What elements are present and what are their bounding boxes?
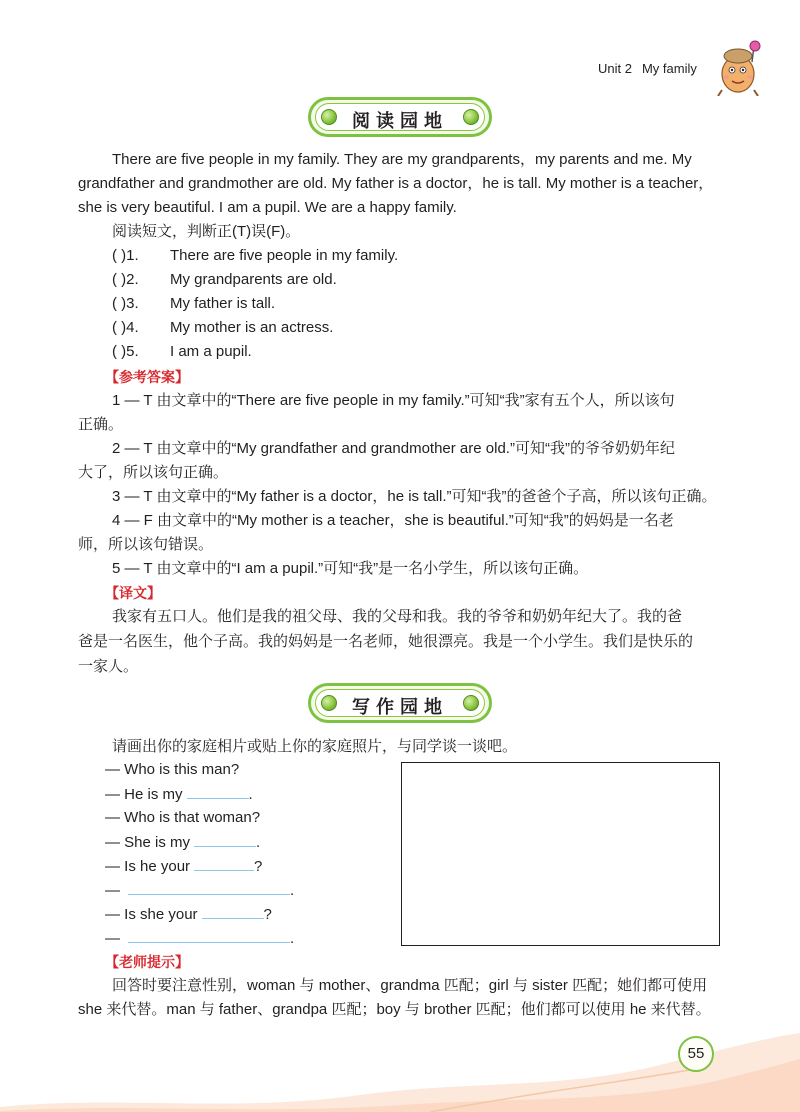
teacher-tips-line: she 来代替。man 与 father、grandpa 匹配；boy 与 brother 匹配；他们都可以使用 he 来代替。 — [78, 1001, 711, 1018]
reading-instruction: 阅读短文，判断正(T)误(F)。 — [112, 223, 301, 240]
passage-line: grandfather and grandmother are old. My father is a doctor，he is tall. My mother is a teacher， — [78, 175, 714, 192]
item-text: My father is tall. — [170, 295, 276, 312]
reading-section-title: 阅读园地 — [352, 111, 448, 132]
dialogue-line: — Is she your ? — [105, 906, 272, 923]
dialogue-line: — She is my . — [105, 834, 261, 851]
passage-line: There are five people in my family. They are my grandparents，my parents and me. My — [112, 151, 692, 168]
dialogue-line: — . — [105, 930, 295, 947]
answer-blank[interactable] — [128, 880, 290, 895]
teacher-tips-label: 【老师提示】 — [105, 954, 189, 970]
item-number: ( )1. — [112, 247, 139, 264]
true-false-item — [112, 318, 333, 338]
translation-line: 我家有五口人。他们是我的祖父母、我的父母和我。我的爷爷和奶奶年纪大了。我的爸 — [112, 607, 683, 625]
answer-line: 大了，所以该句正确。 — [78, 464, 229, 481]
dialogue-line: — Who is that woman? — [105, 809, 261, 826]
footer-wave-decoration — [0, 1025, 800, 1112]
answer-blank[interactable] — [194, 832, 256, 847]
true-false-item — [112, 270, 337, 290]
header-unit-title: My family — [641, 61, 697, 76]
answer-line: 师，所以该句错误。 — [78, 536, 214, 553]
answer-blank[interactable] — [187, 784, 249, 799]
dialogue-line: — Is he your ? — [105, 858, 263, 875]
item-number: ( )2. — [112, 271, 139, 288]
writing-section-banner — [308, 683, 492, 723]
answer-blank[interactable] — [194, 856, 254, 871]
true-false-item — [112, 246, 398, 266]
item-number: ( )5. — [112, 343, 139, 360]
family-photo-frame[interactable] — [401, 762, 720, 946]
answer-line: 4 — F 由文章中的“My mother is a teacher，she is beautiful.”可知“我”的妈妈是一名老 — [112, 512, 674, 529]
item-text: I am a pupil. — [170, 343, 252, 360]
header-unit-number: Unit 2 — [598, 61, 632, 76]
passage-line: she is very beautiful. I am a pupil. We are a happy family. — [78, 199, 457, 216]
page-number: 55 — [687, 1045, 705, 1062]
dialogue-line: — He is my . — [105, 786, 253, 803]
answer-line: 正确。 — [78, 416, 124, 433]
item-text: My mother is an actress. — [170, 319, 334, 336]
answer-line: 5 — T 由文章中的“I am a pupil.”可知“我”是一名小学生，所以该句正确。 — [112, 560, 589, 577]
answer-line: 1 — T 由文章中的“There are five people in my family.”可知“我”家有五个人，所以该句 — [112, 392, 675, 409]
true-false-item — [112, 294, 275, 314]
answer-blank[interactable] — [128, 928, 290, 943]
dialogue-line: — . — [105, 882, 295, 899]
teacher-tips-line: 回答时要注意性别，woman 与 mother、grandma 匹配；girl 与 sister 匹配；她们都可使用 — [112, 977, 708, 994]
true-false-item — [112, 342, 252, 362]
dialogue-line: — Who is this man? — [105, 761, 240, 778]
page-header — [598, 61, 697, 76]
item-text: My grandparents are old. — [170, 271, 337, 288]
answer-line: 2 — T 由文章中的“My grandfather and grandmother are old.”可知“我”的爷爷奶奶年纪 — [112, 440, 675, 457]
mascot-character-illustration — [714, 40, 764, 96]
item-number: ( )3. — [112, 295, 139, 312]
answers-label: 【参考答案】 — [105, 369, 189, 385]
writing-instruction: 请画出你的家庭相片或贴上你的家庭照片，与同学谈一谈吧。 — [112, 738, 518, 755]
translation-line: 爸是一名医生，他个子高。我的妈妈是一名老师，她很漂亮。我是一个小学生。我们是快乐的 — [78, 632, 694, 650]
item-number: ( )4. — [112, 319, 139, 336]
translation-line: 一家人。 — [78, 657, 139, 675]
translation-label: 【译文】 — [105, 585, 161, 601]
answer-blank[interactable] — [202, 904, 264, 919]
answer-line: 3 — T 由文章中的“My father is a doctor，he is tall.”可知“我”的爸爸个子高，所以该句正确。 — [112, 488, 717, 505]
item-text: There are five people in my family. — [170, 247, 399, 264]
reading-section-banner — [308, 97, 492, 137]
writing-section-title: 写作园地 — [352, 697, 448, 718]
